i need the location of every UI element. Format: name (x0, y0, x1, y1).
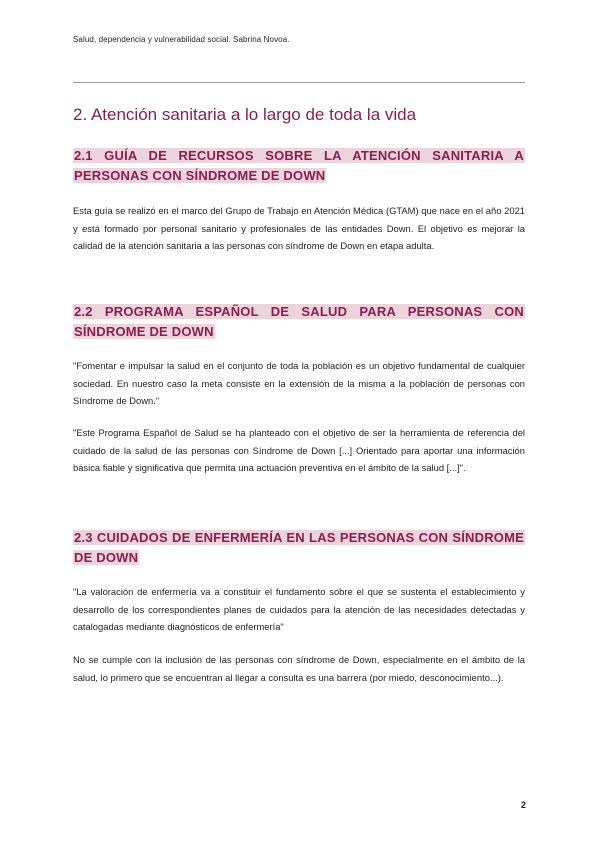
section-heading-text: 2.2 PROGRAMA ESPAÑOL DE SALUD PARA PERSONAS CON SÍNDROME DE DOWN (74, 304, 524, 339)
paragraph-2-2-1: "Fomentar e impulsar la salud en el conjunto de toda la población es un objetivo fundamental de cualquier sociedad. En nuestro caso la meta consiste en la extensión de la misma a la población de personas con Síndrome de Down." (73, 360, 525, 406)
running-header: Salud, dependencia y vulnerabilidad social. Sabrina Novoa. (73, 35, 290, 44)
section-heading-2-2 (73, 302, 525, 342)
page-number: 2 (521, 800, 527, 810)
header-divider (73, 82, 525, 83)
section-heading-text: 2.1 GUÍA DE RECURSOS SOBRE LA ATENCIÓN SANITARIA A PERSONAS CON SÍNDROME DE DOWN (74, 148, 524, 183)
section-heading-text: 2.3 CUIDADOS DE ENFERMERÍA EN LAS PERSONAS CON SÍNDROME DE DOWN (74, 530, 524, 565)
paragraph-2-3-1: "La valoración de enfermería va a constituir el fundamento sobre el que se sustenta el establecimiento y desarrollo de los correspondientes planes de cuidados para la atención de las necesidades detectadas y catalogadas mediante diagnósticos de enfermería" (73, 586, 525, 632)
paragraph-2-2-2: "Este Programa Español de Salud se ha planteado con el objetivo de ser la herramienta de referencia del cuidado de la salud de las personas con Síndrome de Down [...] Orientado para aportar una información básica fiable y significativa que permita una actuación preventiva en el ámbito de la salud [...]". (73, 427, 525, 473)
chapter-title: 2. Atención sanitaria a lo largo de toda la vida (73, 105, 417, 124)
section-heading-2-1 (73, 146, 525, 186)
paragraph-2-1-1: Esta guía se realizó en el marco del Grupo de Trabajo en Atención Médica (GTAM) que nace en el año 2021 y está formado por personal sanitario y profesionales de las entidades Down. El objetivo es mejorar la calidad de la atención sanitaria a las personas con síndrome de Down en etapa adulta. (73, 205, 525, 251)
paragraph-2-3-2: No se cumple con la inclusión de las personas con síndrome de Down, especialmente en el ámbito de la salud, lo primero que se encuentran al llegar a consulta es una barrera (por miedo, desconocimiento...). (73, 654, 525, 683)
section-heading-2-3 (73, 528, 525, 568)
